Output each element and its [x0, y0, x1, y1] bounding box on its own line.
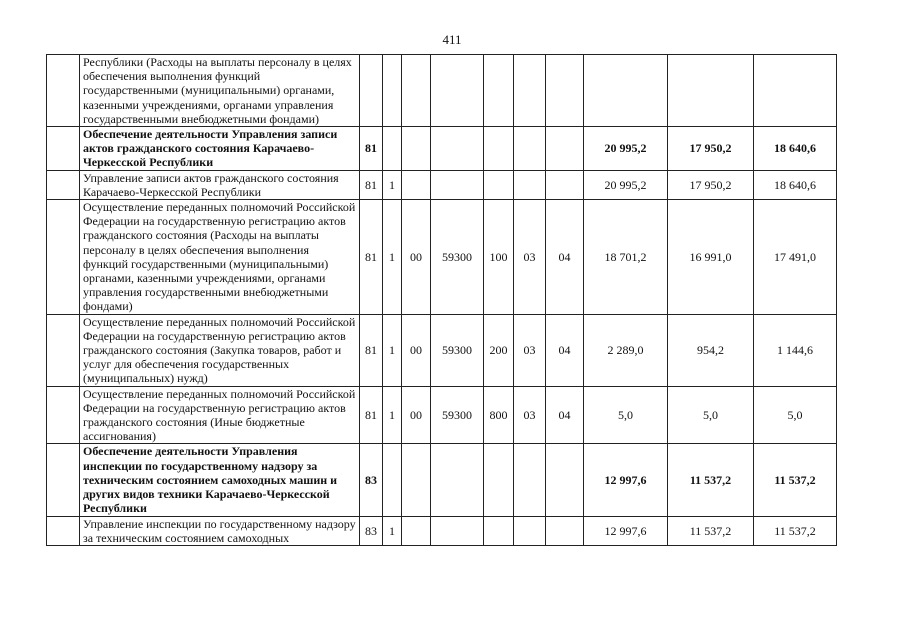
table-row: [47, 444, 837, 516]
program-code-cell: 00: [402, 314, 431, 386]
amount-year1-cell: 12 997,6: [584, 444, 668, 516]
expense-name-cell: Управление записи актов гражданского состояния Карачаево-Черкесской Республики: [80, 170, 360, 199]
subchapter-code-cell: 04: [546, 386, 584, 444]
subchapter-code-cell: [546, 127, 584, 171]
amount-year1-cell: 2 289,0: [584, 314, 668, 386]
program-code-cell: [402, 170, 431, 199]
expense-type-cell: [484, 444, 514, 516]
subchapter-code-cell: 04: [546, 314, 584, 386]
subchapter-code-cell: [546, 516, 584, 545]
table-row: [47, 127, 837, 171]
expense-name-cell: Управление инспекции по государственному надзору за техническим состоянием самоходных: [80, 516, 360, 545]
amount-year3-cell: 18 640,6: [754, 127, 837, 171]
table-row: [47, 516, 837, 545]
amount-year3-cell: 5,0: [754, 386, 837, 444]
admin-code-cell: 83: [360, 516, 383, 545]
section-code-cell: 1: [383, 170, 402, 199]
table-row: [47, 55, 837, 127]
amount-year1-cell: [584, 55, 668, 127]
blank-cell: [47, 200, 80, 315]
expense-type-cell: 800: [484, 386, 514, 444]
section-code-cell: [383, 444, 402, 516]
budget-table: [46, 54, 837, 546]
chapter-code-cell: [514, 516, 546, 545]
amount-year2-cell: 954,2: [668, 314, 754, 386]
program-code-cell: 00: [402, 386, 431, 444]
amount-year2-cell: 11 537,2: [668, 516, 754, 545]
admin-code-cell: 81: [360, 170, 383, 199]
blank-cell: [47, 516, 80, 545]
table-row: [47, 170, 837, 199]
blank-cell: [47, 444, 80, 516]
direction-code-cell: 59300: [431, 386, 484, 444]
expense-type-cell: [484, 516, 514, 545]
expense-type-cell: [484, 55, 514, 127]
subchapter-code-cell: [546, 170, 584, 199]
subchapter-code-cell: [546, 55, 584, 127]
section-code-cell: [383, 127, 402, 171]
amount-year1-cell: 12 997,6: [584, 516, 668, 545]
admin-code-cell: 81: [360, 200, 383, 315]
direction-code-cell: 59300: [431, 314, 484, 386]
blank-cell: [47, 170, 80, 199]
amount-year2-cell: 11 537,2: [668, 444, 754, 516]
chapter-code-cell: [514, 55, 546, 127]
admin-code-cell: 81: [360, 386, 383, 444]
amount-year2-cell: [668, 55, 754, 127]
table-row: [47, 200, 837, 315]
expense-name-cell: Осуществление переданных полномочий Российской Федерации на государственную регистрацию актов гражданского состояния (Расходы на выплаты персоналу в целях обеспечения выполнения функций государственными (муниципальными) органами, казенными учреждениями, органами управления государственными внебюджетными фондами): [80, 200, 360, 315]
amount-year1-cell: 18 701,2: [584, 200, 668, 315]
admin-code-cell: [360, 55, 383, 127]
amount-year3-cell: 11 537,2: [754, 516, 837, 545]
blank-cell: [47, 55, 80, 127]
section-code-cell: [383, 55, 402, 127]
amount-year3-cell: 17 491,0: [754, 200, 837, 315]
program-code-cell: [402, 55, 431, 127]
amount-year2-cell: 17 950,2: [668, 127, 754, 171]
admin-code-cell: 83: [360, 444, 383, 516]
section-code-cell: 1: [383, 200, 402, 315]
blank-cell: [47, 386, 80, 444]
amount-year3-cell: 18 640,6: [754, 170, 837, 199]
direction-code-cell: 59300: [431, 200, 484, 315]
admin-code-cell: 81: [360, 314, 383, 386]
program-code-cell: 00: [402, 200, 431, 315]
expense-name-cell: Осуществление переданных полномочий Российской Федерации на государственную регистрацию актов гражданского состояния (Иные бюджетные ассигнования): [80, 386, 360, 444]
subchapter-code-cell: [546, 444, 584, 516]
section-code-cell: 1: [383, 314, 402, 386]
expense-type-cell: 200: [484, 314, 514, 386]
amount-year2-cell: 17 950,2: [668, 170, 754, 199]
table-row: [47, 314, 837, 386]
amount-year1-cell: 20 995,2: [584, 170, 668, 199]
amount-year2-cell: 5,0: [668, 386, 754, 444]
program-code-cell: [402, 444, 431, 516]
expense-name-cell: Обеспечение деятельности Управления инспекции по государственному надзору за техническим состоянием самоходных машин и других видов техники Карачаево-Черкесской Республики: [80, 444, 360, 516]
table-row: [47, 386, 837, 444]
chapter-code-cell: 03: [514, 314, 546, 386]
chapter-code-cell: [514, 170, 546, 199]
program-code-cell: [402, 516, 431, 545]
expense-type-cell: [484, 170, 514, 199]
direction-code-cell: [431, 444, 484, 516]
amount-year2-cell: 16 991,0: [668, 200, 754, 315]
blank-cell: [47, 314, 80, 386]
direction-code-cell: [431, 55, 484, 127]
section-code-cell: 1: [383, 516, 402, 545]
subchapter-code-cell: 04: [546, 200, 584, 315]
amount-year3-cell: 11 537,2: [754, 444, 837, 516]
direction-code-cell: [431, 127, 484, 171]
program-code-cell: [402, 127, 431, 171]
amount-year1-cell: 20 995,2: [584, 127, 668, 171]
page-number: 411: [442, 32, 462, 47]
direction-code-cell: [431, 516, 484, 545]
direction-code-cell: [431, 170, 484, 199]
chapter-code-cell: [514, 444, 546, 516]
amount-year1-cell: 5,0: [584, 386, 668, 444]
amount-year3-cell: [754, 55, 837, 127]
admin-code-cell: 81: [360, 127, 383, 171]
chapter-code-cell: [514, 127, 546, 171]
expense-type-cell: 100: [484, 200, 514, 315]
expense-name-cell: Обеспечение деятельности Управления записи актов гражданского состояния Карачаево-Черкесской Республики: [80, 127, 360, 171]
expense-name-cell: Осуществление переданных полномочий Российской Федерации на государственную регистрацию актов гражданского состояния (Закупка товаров, работ и услуг для обеспечения государственных (муниципальных) нужд): [80, 314, 360, 386]
expense-name-cell: Республики (Расходы на выплаты персоналу в целях обеспечения выполнения функций государственными (муниципальными) органами, казенными учреждениями, органами управления государственными внебюджетными фондами): [80, 55, 360, 127]
chapter-code-cell: 03: [514, 200, 546, 315]
amount-year3-cell: 1 144,6: [754, 314, 837, 386]
section-code-cell: 1: [383, 386, 402, 444]
blank-cell: [47, 127, 80, 171]
chapter-code-cell: 03: [514, 386, 546, 444]
expense-type-cell: [484, 127, 514, 171]
